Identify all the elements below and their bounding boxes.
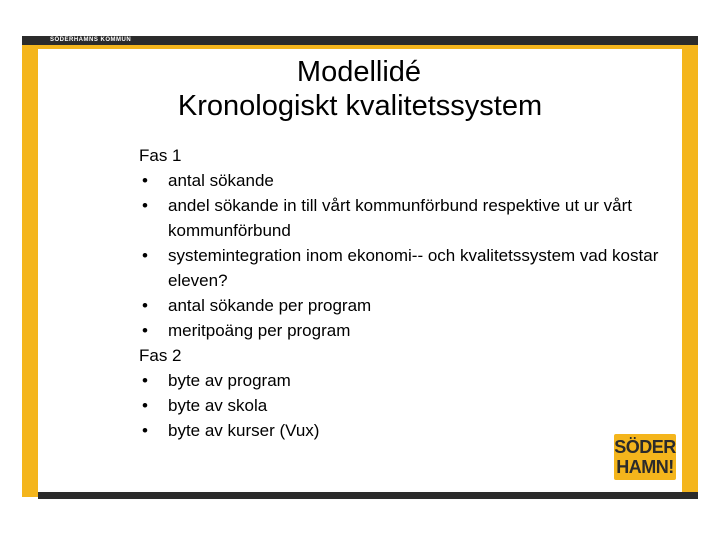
bullet-item: • byte av program [139,368,679,393]
logo-line2: HAMN! [616,457,674,477]
bullet-icon: • [142,321,148,340]
slide-body [139,143,679,443]
bullet-icon: • [142,371,148,390]
phase-heading-1: Fas 1 [139,146,182,165]
bullet-icon: • [142,171,148,190]
bullet-icon: • [142,296,148,315]
phase-heading-2: Fas 2 [139,346,182,365]
bullet-item: • andel sökande in till vårt kommunförbund respektive ut ur vårt kommunförbund [139,193,679,243]
bullet-item: • systemintegration inom ekonomi-- och kvalitetssystem vad kostar eleven? [139,243,679,293]
bullet-icon: • [142,421,148,440]
slide-title-line1: Modellidé [296,56,422,88]
bullet-icon: • [142,246,148,265]
bullet-item: • byte av skola [139,393,679,418]
bullet-icon: • [142,396,148,415]
header-org-name: SÖDERHAMNS KOMMUN [50,37,132,43]
footer-bar [38,492,698,499]
bullet-item: • byte av kurser (Vux) [139,418,679,443]
logo-line1: SÖDER [614,437,676,457]
bullet-item: • antal sökande [139,168,679,193]
bullet-item: • meritpoäng per program [139,318,679,343]
bullet-item: • antal sökande per program [139,293,679,318]
slide-title-line2: Kronologiskt kvalitetssystem [177,90,543,122]
bullet-icon: • [142,196,148,215]
soderhamn-logo [614,434,676,480]
